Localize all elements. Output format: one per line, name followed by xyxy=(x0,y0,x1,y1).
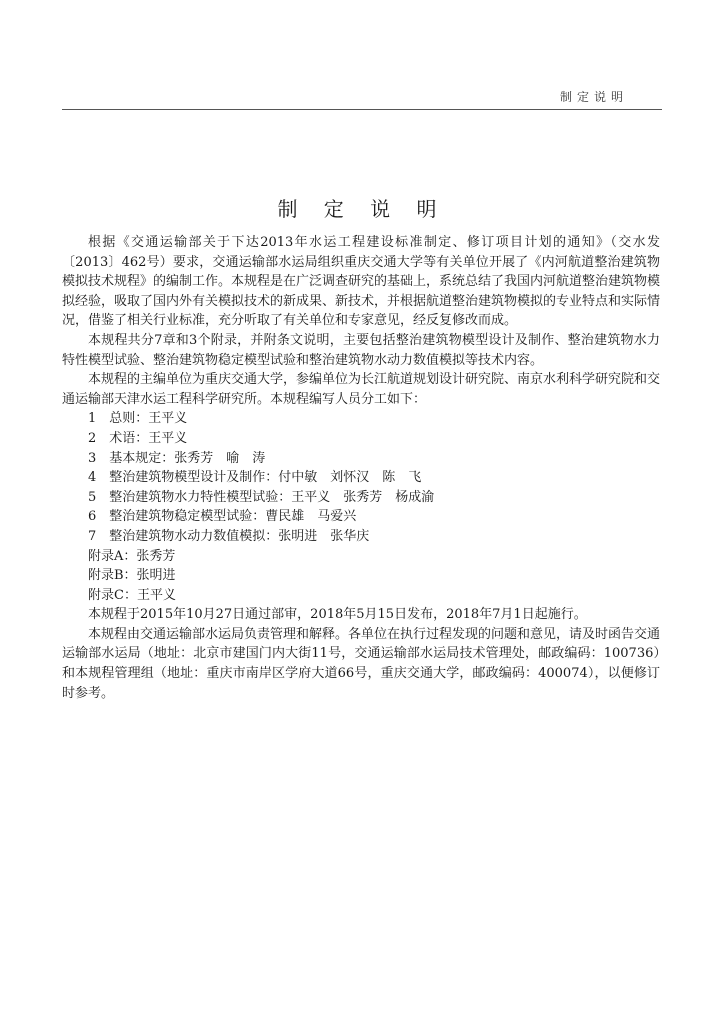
assignment-item: 附录C：王平义 xyxy=(88,587,176,603)
assignment-item: 1 总则：王平义 xyxy=(88,411,188,427)
paragraph-background: 根据《交通运输部关于下达2013年水运工程建设标准制定、修订项目计划的通知》（交水发〔2013〕462号）要求，交通运输部水运局组织重庆交通大学等有关单位开展了《内河航道整治建筑物模拟技术规程》的编制工作。本规程是在广泛调查研究的基础上，系统总结了我国内河航道整治建筑物模拟经验，吸取了国内外有关模拟技术的新成果、新技术，并根据航道整治建筑物模拟的专业特点和实际情况，借鉴了相关行业标准，充分听取了有关单位和专家意见，经反复修改而成。 xyxy=(62,235,661,329)
assignment-item: 6 整治建筑物稳定模型试验：曹民雄 马爱兴 xyxy=(88,509,357,525)
paragraph-structure: 本规程共分7章和3个附录，并附条文说明，主要包括整治建筑物模型设计及制作、整治建筑物水力特性模型试验、整治建筑物稳定模型试验和整治建筑物水动力数值模拟等技术内容。 xyxy=(62,332,660,368)
assignment-item: 5 整治建筑物水力特性模型试验：王平义 张秀芳 杨成渝 xyxy=(88,489,435,505)
paragraph-management: 本规程由交通运输部水运局负责管理和解释。各单位在执行过程发现的问题和意见，请及时函告交通运输部水运局（地址：北京市建国门内大街11号，交通运输部水运局技术管理处，邮政编码：100736）和本规程管理组（地址：重庆市南岸区学府大道66号，重庆交通大学，邮政编码：400074），以便修订时参考。 xyxy=(62,626,661,701)
assignment-item: 附录A：张秀芳 xyxy=(88,548,176,564)
running-header: 制定说明 xyxy=(559,90,628,104)
header-rule xyxy=(62,109,662,110)
assignment-item: 4 整治建筑物模型设计及制作：付中敏 刘怀汉 陈 飞 xyxy=(88,470,422,486)
assignment-item: 7 整治建筑物水动力数值模拟：张明进 张华庆 xyxy=(88,528,370,544)
assignment-item: 3 基本规定：张秀芳 喻 涛 xyxy=(88,450,266,466)
assignment-item: 附录B：张明进 xyxy=(88,568,176,584)
page-title: 制 定 说 明 xyxy=(277,197,447,222)
paragraph-units: 本规程的主编单位为重庆交通大学，参编单位为长江航道规划设计研究院、南京水利科学研究院和交通运输部天津水运工程科学研究所。本规程编写人员分工如下： xyxy=(62,372,661,407)
assignment-item: 2 术语：王平义 xyxy=(88,430,188,446)
document-body xyxy=(62,233,660,703)
paragraph-dates: 本规程于2015年10月27日通过部审，2018年5月15日发布，2018年7月1日起施行。 xyxy=(88,607,587,623)
